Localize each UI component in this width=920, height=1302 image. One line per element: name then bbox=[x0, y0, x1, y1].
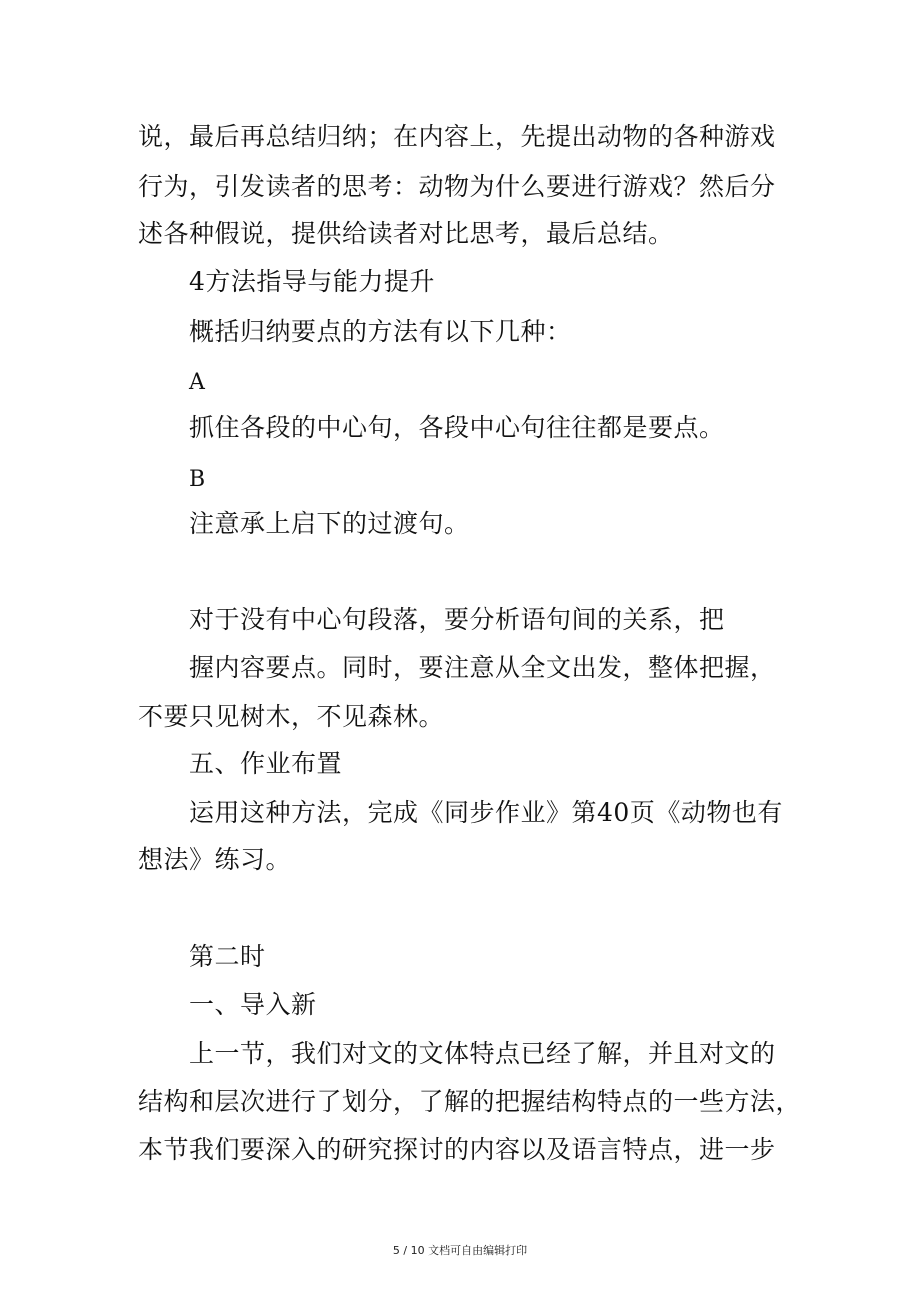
list-item: 抓住各段的中心句，各段中心句往往都是要点。 bbox=[189, 413, 725, 442]
section-heading: 五、作业布置 bbox=[189, 749, 343, 778]
list-item: 注意承上启下的过渡句。 bbox=[189, 509, 470, 538]
paragraph-line: 运用这种方法，完成《同步作业》第40页《动物也有 bbox=[189, 798, 783, 827]
paragraph-line: 对于没有中心句段落，要分析语句间的关系，把 bbox=[189, 605, 725, 634]
paragraph-line: 想法》练习。 bbox=[138, 845, 292, 874]
section-heading: 第二时 bbox=[189, 942, 266, 971]
paragraph-line: 说，最后再总结归纳；在内容上，先提出动物的各种游戏 bbox=[138, 122, 776, 151]
paragraph-line: 结构和层次进行了划分，了解的把握结构特点的一些方法， bbox=[138, 1087, 802, 1116]
page-footer: 5 / 10 文档可自由编辑打印 bbox=[392, 1244, 528, 1257]
section-heading: 一、导入新 bbox=[189, 990, 317, 1019]
paragraph-line: 述各种假说，提供给读者对比思考，最后总结。 bbox=[138, 219, 674, 248]
paragraph-line: 本节我们要深入的研究探讨的内容以及语言特点，进一步 bbox=[138, 1135, 776, 1164]
paragraph-line: 不要只见树木，不见森林。 bbox=[138, 702, 445, 731]
list-marker-a: A bbox=[189, 370, 206, 395]
list-marker-b: B bbox=[189, 467, 206, 492]
section-heading: 4方法指导与能力提升 bbox=[189, 267, 435, 296]
paragraph-line: 概括归纳要点的方法有以下几种： bbox=[189, 317, 572, 346]
paragraph-line: 上一节，我们对文的文体特点已经了解，并且对文的 bbox=[189, 1039, 776, 1068]
paragraph-line: 行为，引发读者的思考：动物为什么要进行游戏？然后分 bbox=[138, 172, 776, 201]
paragraph-line: 握内容要点。同时，要注意从全文出发，整体把握， bbox=[189, 653, 776, 682]
